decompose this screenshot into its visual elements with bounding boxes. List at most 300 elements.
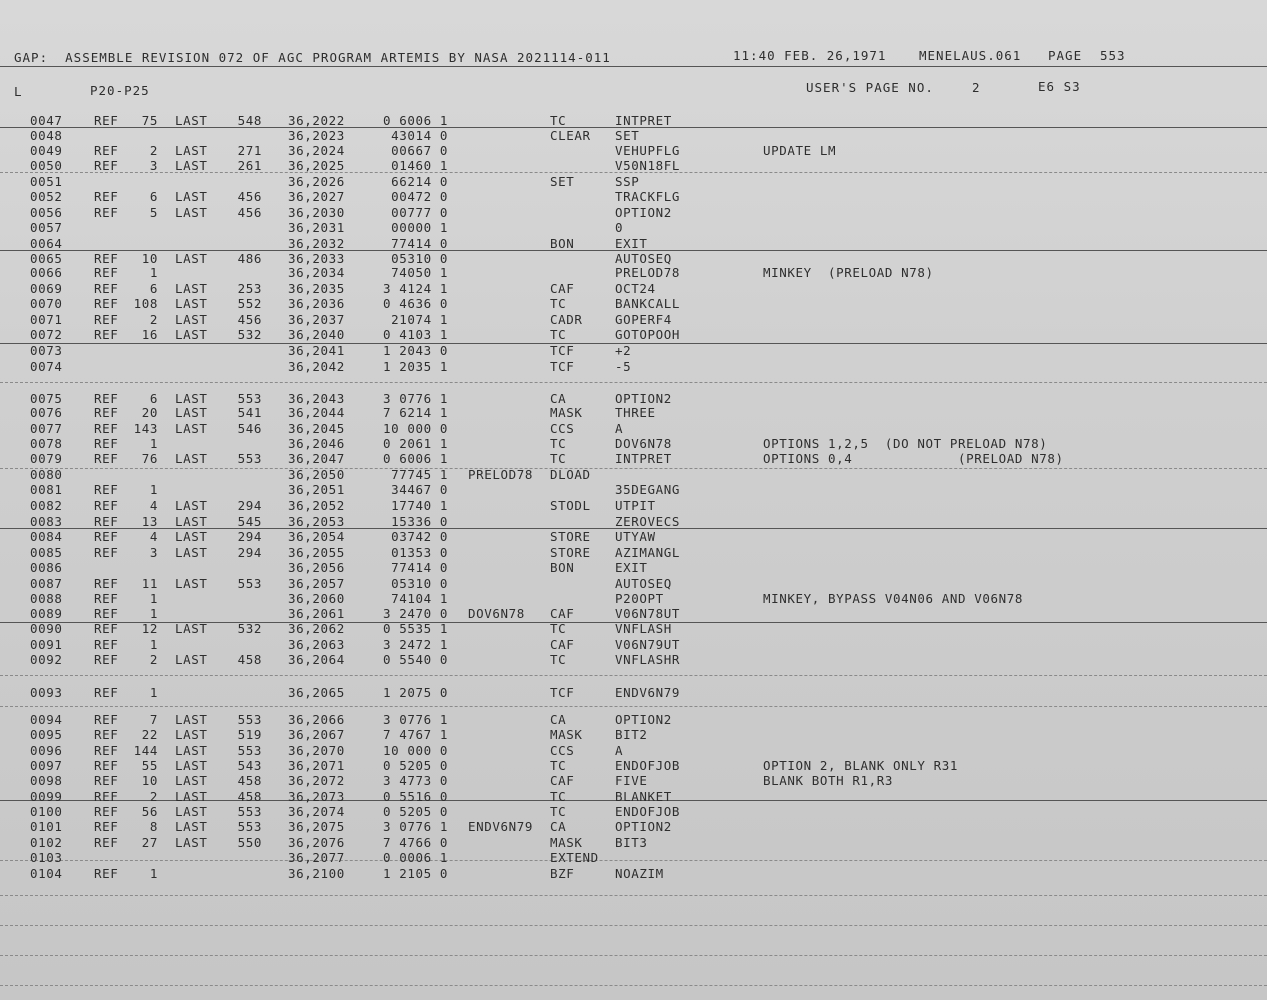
listing-row: [0, 576, 1267, 591]
address: 36,2026: [288, 174, 345, 189]
octal-word: 3 0776 1: [382, 391, 448, 406]
operand: BANKCALL: [615, 296, 681, 311]
octal-word: 3 2470 0: [382, 606, 448, 621]
opcode: CCS: [550, 743, 575, 758]
opcode: BON: [550, 560, 575, 575]
line-number: 0102: [30, 835, 63, 850]
last-label: LAST: [175, 621, 208, 636]
ref-count: 4: [149, 498, 158, 513]
ref-count: 16: [141, 327, 158, 342]
comment: BLANK BOTH R1,R3: [763, 773, 894, 788]
last-label: LAST: [175, 498, 208, 513]
listing-row: [0, 174, 1267, 189]
listing-row: [0, 529, 1267, 544]
ref-count: 56: [141, 804, 158, 819]
octal-word: 00000 1: [391, 220, 448, 235]
separator-rule: [0, 985, 1267, 986]
listing-row: [0, 189, 1267, 204]
address: 36,2060: [288, 591, 345, 606]
address: 36,2055: [288, 545, 345, 560]
separator-rule: [0, 675, 1267, 676]
listing-row: [0, 743, 1267, 758]
operand: AUTOSEQ: [615, 251, 672, 266]
last-page: 545: [237, 514, 262, 529]
listing-row: [0, 467, 1267, 482]
ref-label: REF: [94, 835, 119, 850]
address: 36,2050: [288, 467, 345, 482]
listing-row: [0, 405, 1267, 420]
ref-count: 3: [149, 158, 158, 173]
last-label: LAST: [175, 296, 208, 311]
ref-label: REF: [94, 545, 119, 560]
ref-count: 6: [149, 281, 158, 296]
operand: VNFLASH: [615, 621, 672, 636]
ref-label: REF: [94, 804, 119, 819]
ref-label: REF: [94, 819, 119, 834]
listing-row: [0, 652, 1267, 667]
listing-row: [0, 712, 1267, 727]
address: 36,2051: [288, 482, 345, 497]
last-page: 553: [237, 819, 262, 834]
ref-label: REF: [94, 529, 119, 544]
operand: AUTOSEQ: [615, 576, 672, 591]
line-number: 0081: [30, 482, 63, 497]
octal-word: 21074 1: [391, 312, 448, 327]
ref-label: REF: [94, 436, 119, 451]
ref-label: REF: [94, 158, 119, 173]
octal-word: 1 2043 0: [382, 343, 448, 358]
ref-count: 144: [133, 743, 158, 758]
address: 36,2075: [288, 819, 345, 834]
listing-row: [0, 804, 1267, 819]
line-number: 0094: [30, 712, 63, 727]
operand: V06N78UT: [615, 606, 681, 621]
operand: NOAZIM: [615, 866, 664, 881]
last-page: 294: [237, 545, 262, 560]
ref-label: REF: [94, 405, 119, 420]
line-number: 0088: [30, 591, 63, 606]
address: 36,2040: [288, 327, 345, 342]
last-page: 294: [237, 529, 262, 544]
ref-label: REF: [94, 281, 119, 296]
assembly-datetime: 11:40 FEB. 26,1971: [733, 48, 887, 63]
last-label: LAST: [175, 405, 208, 420]
last-page: 458: [237, 789, 262, 804]
last-label: LAST: [175, 514, 208, 529]
address: 36,2030: [288, 205, 345, 220]
address: 36,2025: [288, 158, 345, 173]
ref-count: 12: [141, 621, 158, 636]
ref-count: 1: [149, 436, 158, 451]
line-number: 0047: [30, 113, 63, 128]
address: 36,2061: [288, 606, 345, 621]
last-page: 553: [237, 451, 262, 466]
last-label: LAST: [175, 143, 208, 158]
opcode: BON: [550, 236, 575, 251]
octal-word: 10 000 0: [382, 421, 448, 436]
listing-row: [0, 482, 1267, 497]
line-number: 0093: [30, 685, 63, 700]
octal-word: 0 4636 0: [382, 296, 448, 311]
ref-count: 1: [149, 265, 158, 280]
listing-row: [0, 685, 1267, 700]
octal-word: 10 000 0: [382, 743, 448, 758]
octal-word: 0 4103 1: [382, 327, 448, 342]
operand: INTPRET: [615, 451, 672, 466]
octal-word: 3 0776 1: [382, 712, 448, 727]
opcode: CA: [550, 712, 567, 727]
octal-word: 01460 1: [391, 158, 448, 173]
ref-count: 8: [149, 819, 158, 834]
operand: DOV6N78: [615, 436, 672, 451]
ref-label: REF: [94, 712, 119, 727]
line-number: 0098: [30, 773, 63, 788]
listing-row: [0, 819, 1267, 834]
operand: BIT3: [615, 835, 648, 850]
address: 36,2036: [288, 296, 345, 311]
opcode: BZF: [550, 866, 575, 881]
operand: 0: [615, 220, 624, 235]
last-label: LAST: [175, 789, 208, 804]
opcode: MASK: [550, 727, 583, 742]
last-page: 553: [237, 743, 262, 758]
opcode: TC: [550, 296, 567, 311]
octal-word: 1 2105 0: [382, 866, 448, 881]
operand: TRACKFLG: [615, 189, 681, 204]
last-label: LAST: [175, 819, 208, 834]
opcode: TC: [550, 113, 567, 128]
listing-row: [0, 281, 1267, 296]
line-number: 0080: [30, 467, 63, 482]
operand: OPTION2: [615, 391, 672, 406]
listing-row: [0, 727, 1267, 742]
octal-word: 3 0776 1: [382, 819, 448, 834]
last-page: 552: [237, 296, 262, 311]
operand: EXIT: [615, 560, 648, 575]
last-page: 550: [237, 835, 262, 850]
ref-label: REF: [94, 606, 119, 621]
operand: OCT24: [615, 281, 656, 296]
page-label: PAGE: [1048, 48, 1083, 63]
opcode: CLEAR: [550, 128, 591, 143]
address: 36,2031: [288, 220, 345, 235]
ref-label: REF: [94, 451, 119, 466]
address: 36,2056: [288, 560, 345, 575]
last-page: 294: [237, 498, 262, 513]
opcode: MASK: [550, 405, 583, 420]
line-number: 0079: [30, 451, 63, 466]
octal-word: 66214 0: [391, 174, 448, 189]
assembly-title: GAP: ASSEMBLE REVISION 072 OF AGC PROGRAM ARTEMIS BY NASA 2021114-011: [14, 50, 611, 65]
octal-word: 3 4124 1: [382, 281, 448, 296]
last-page: 541: [237, 405, 262, 420]
address: 36,2071: [288, 758, 345, 773]
ref-label: REF: [94, 296, 119, 311]
address: 36,2057: [288, 576, 345, 591]
ref-label: REF: [94, 514, 119, 529]
address: 36,2045: [288, 421, 345, 436]
address: 36,2032: [288, 236, 345, 251]
listing-row: [0, 359, 1267, 374]
operand: PRELOD78: [615, 265, 681, 280]
line-number: 0084: [30, 529, 63, 544]
octal-word: 00667 0: [391, 143, 448, 158]
address: 36,2027: [288, 189, 345, 204]
comment: MINKEY (PRELOAD N78): [763, 265, 934, 280]
operand: ZEROVECS: [615, 514, 681, 529]
last-page: 486: [237, 251, 262, 266]
users-page-number: 2: [972, 80, 981, 95]
last-page: 271: [237, 143, 262, 158]
operand: VEHUPFLG: [615, 143, 681, 158]
octal-word: 3 4773 0: [382, 773, 448, 788]
address: 36,2074: [288, 804, 345, 819]
line-number: 0083: [30, 514, 63, 529]
address: 36,2035: [288, 281, 345, 296]
ref-count: 75: [141, 113, 158, 128]
listing-row: [0, 560, 1267, 575]
line-number: 0057: [30, 220, 63, 235]
line-number: 0091: [30, 637, 63, 652]
listing-row: [0, 850, 1267, 865]
line-number: 0051: [30, 174, 63, 189]
ref-count: 27: [141, 835, 158, 850]
ref-label: REF: [94, 498, 119, 513]
operand: OPTION2: [615, 205, 672, 220]
ref-count: 1: [149, 685, 158, 700]
opcode: EXTEND: [550, 850, 599, 865]
ref-count: 13: [141, 514, 158, 529]
address: 36,2063: [288, 637, 345, 652]
separator-rule: [0, 382, 1267, 383]
octal-word: 03742 0: [391, 529, 448, 544]
octal-word: 00472 0: [391, 189, 448, 204]
last-page: 458: [237, 652, 262, 667]
last-label: LAST: [175, 312, 208, 327]
ref-label: REF: [94, 189, 119, 204]
ref-count: 20: [141, 405, 158, 420]
opcode: STORE: [550, 529, 591, 544]
listing-row: [0, 545, 1267, 560]
ref-label: REF: [94, 773, 119, 788]
address: 36,2054: [288, 529, 345, 544]
octal-word: 00777 0: [391, 205, 448, 220]
last-label: LAST: [175, 804, 208, 819]
ref-label: REF: [94, 251, 119, 266]
separator-rule: [0, 925, 1267, 926]
address: 36,2076: [288, 835, 345, 850]
line-number: 0097: [30, 758, 63, 773]
octal-word: 0 0006 1: [382, 850, 448, 865]
address: 36,2062: [288, 621, 345, 636]
line-number: 0069: [30, 281, 63, 296]
last-label: LAST: [175, 743, 208, 758]
last-page: 546: [237, 421, 262, 436]
address: 36,2100: [288, 866, 345, 881]
opcode: CA: [550, 391, 567, 406]
last-label: LAST: [175, 113, 208, 128]
comment: OPTIONS 0,4 (PRELOAD N78): [763, 451, 1064, 466]
last-label: LAST: [175, 712, 208, 727]
octal-word: 0 2061 1: [382, 436, 448, 451]
symbol-label: PRELOD78: [468, 467, 534, 482]
octal-word: 0 6006 1: [382, 451, 448, 466]
listing-row: [0, 789, 1267, 804]
ref-label: REF: [94, 743, 119, 758]
line-number: 0065: [30, 251, 63, 266]
last-label: LAST: [175, 189, 208, 204]
last-page: 553: [237, 804, 262, 819]
line-number: 0085: [30, 545, 63, 560]
listing-row: [0, 758, 1267, 773]
separator-rule: [0, 955, 1267, 956]
ref-count: 2: [149, 652, 158, 667]
opcode: CAF: [550, 606, 575, 621]
last-label: LAST: [175, 773, 208, 788]
last-label: LAST: [175, 727, 208, 742]
octal-word: 0 6006 1: [382, 113, 448, 128]
octal-word: 17740 1: [391, 498, 448, 513]
operand: FIVE: [615, 773, 648, 788]
opcode: DLOAD: [550, 467, 591, 482]
address: 36,2064: [288, 652, 345, 667]
operand: VNFLASHR: [615, 652, 681, 667]
opcode: TCF: [550, 359, 575, 374]
sheet-code: E6 S3: [1038, 79, 1081, 94]
opcode: TC: [550, 804, 567, 819]
octal-word: 05310 0: [391, 576, 448, 591]
listing-row: [0, 514, 1267, 529]
line-number: 0095: [30, 727, 63, 742]
line-number: 0064: [30, 236, 63, 251]
last-label: LAST: [175, 281, 208, 296]
opcode: SET: [550, 174, 575, 189]
line-number: 0056: [30, 205, 63, 220]
octal-word: 0 5205 0: [382, 804, 448, 819]
ref-label: REF: [94, 621, 119, 636]
symbol-label: DOV6N78: [468, 606, 525, 621]
opcode: CAF: [550, 773, 575, 788]
users-page-label: USER'S PAGE NO.: [806, 80, 934, 95]
listing-row: [0, 637, 1267, 652]
listing-row: [0, 835, 1267, 850]
last-label: LAST: [175, 758, 208, 773]
address: 36,2046: [288, 436, 345, 451]
opcode: TCF: [550, 343, 575, 358]
octal-word: 7 4766 0: [382, 835, 448, 850]
ref-count: 1: [149, 866, 158, 881]
operand: -5: [615, 359, 632, 374]
listing-row: [0, 498, 1267, 513]
address: 36,2022: [288, 113, 345, 128]
operand: EXIT: [615, 236, 648, 251]
address: 36,2023: [288, 128, 345, 143]
ref-label: REF: [94, 652, 119, 667]
listing-row: [0, 265, 1267, 280]
ref-count: 76: [141, 451, 158, 466]
last-page: 261: [237, 158, 262, 173]
line-number: 0082: [30, 498, 63, 513]
ref-label: REF: [94, 637, 119, 652]
opcode: TC: [550, 327, 567, 342]
opcode: TC: [550, 789, 567, 804]
ref-label: REF: [94, 391, 119, 406]
opcode: TC: [550, 758, 567, 773]
operand: SSP: [615, 174, 640, 189]
last-label: LAST: [175, 529, 208, 544]
operand: BIT2: [615, 727, 648, 742]
octal-word: 3 2472 1: [382, 637, 448, 652]
octal-word: 34467 0: [391, 482, 448, 497]
opcode: TC: [550, 451, 567, 466]
listing-row: [0, 451, 1267, 466]
address: 36,2047: [288, 451, 345, 466]
listing-row: [0, 591, 1267, 606]
ref-count: 5: [149, 205, 158, 220]
address: 36,2034: [288, 265, 345, 280]
address: 36,2041: [288, 343, 345, 358]
listing-row: [0, 113, 1267, 128]
octal-word: 7 4767 1: [382, 727, 448, 742]
ref-count: 7: [149, 712, 158, 727]
opcode: TCF: [550, 685, 575, 700]
last-page: 543: [237, 758, 262, 773]
address: 36,2070: [288, 743, 345, 758]
ref-label: REF: [94, 576, 119, 591]
ref-label: REF: [94, 113, 119, 128]
address: 36,2073: [288, 789, 345, 804]
ref-count: 1: [149, 591, 158, 606]
ref-label: REF: [94, 685, 119, 700]
opcode: CADR: [550, 312, 583, 327]
octal-word: 0 5516 0: [382, 789, 448, 804]
ref-count: 4: [149, 529, 158, 544]
listing-row: [0, 773, 1267, 788]
line-number: 0071: [30, 312, 63, 327]
listing-row: [0, 421, 1267, 436]
line-number: 0103: [30, 850, 63, 865]
listing-row: [0, 391, 1267, 406]
ref-count: 108: [133, 296, 158, 311]
last-page: 253: [237, 281, 262, 296]
address: 36,2066: [288, 712, 345, 727]
ref-label: REF: [94, 482, 119, 497]
line-number: 0100: [30, 804, 63, 819]
last-label: LAST: [175, 421, 208, 436]
line-number: 0104: [30, 866, 63, 881]
symbol-label: ENDV6N79: [468, 819, 534, 834]
operand: 35DEGANG: [615, 482, 681, 497]
last-label: LAST: [175, 576, 208, 591]
opcode: MASK: [550, 835, 583, 850]
address: 36,2043: [288, 391, 345, 406]
address: 36,2033: [288, 251, 345, 266]
line-number: 0078: [30, 436, 63, 451]
octal-word: 77414 0: [391, 236, 448, 251]
assembly-operator: MENELAUS.061: [919, 48, 1022, 63]
octal-word: 74104 1: [391, 591, 448, 606]
octal-word: 01353 0: [391, 545, 448, 560]
last-page: 456: [237, 189, 262, 204]
ref-count: 55: [141, 758, 158, 773]
last-page: 532: [237, 327, 262, 342]
address: 36,2052: [288, 498, 345, 513]
last-page: 548: [237, 113, 262, 128]
last-page: 456: [237, 312, 262, 327]
last-label: LAST: [175, 391, 208, 406]
ref-count: 11: [141, 576, 158, 591]
opcode: CA: [550, 819, 567, 834]
